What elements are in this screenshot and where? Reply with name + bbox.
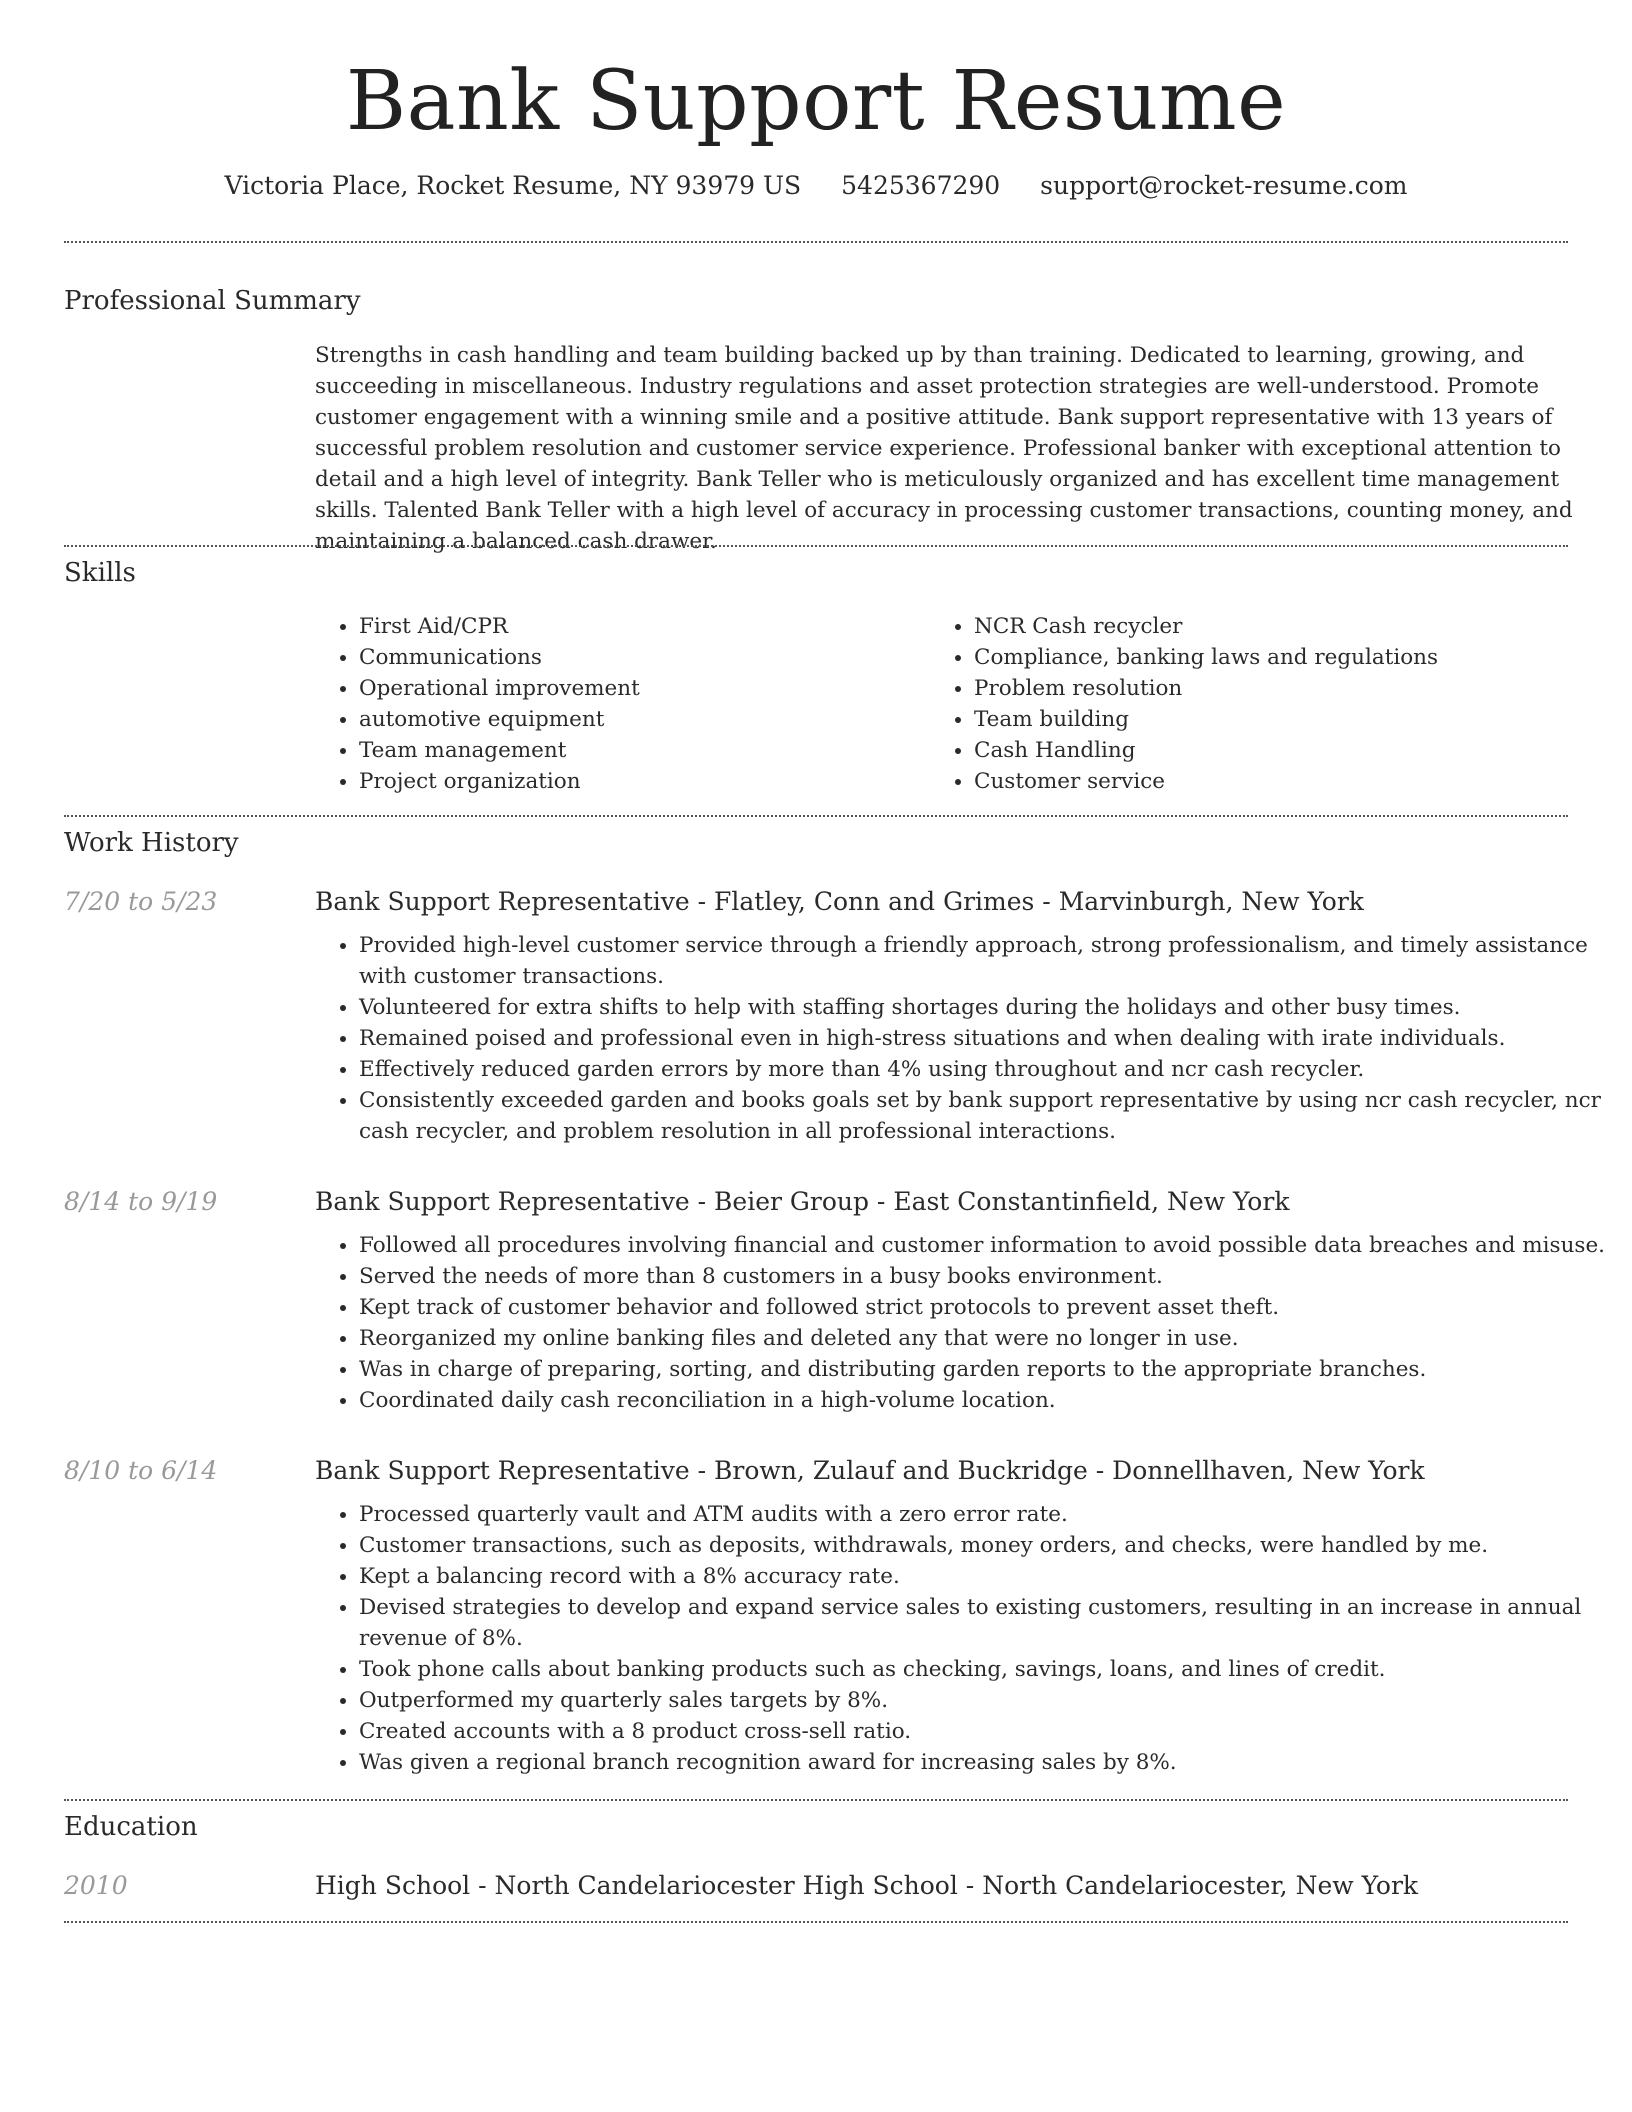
job-bullet: • Was given a regional branch recognition award for increasing sales by 8%. xyxy=(359,1747,1617,1778)
job-bullet: • Effectively reduced garden errors by more than 4% using throughout and ncr cash recycler. xyxy=(359,1054,1617,1085)
job-bullet: • Provided high-level customer service through a friendly approach, strong professionalism, and timely assistance with customer transactions. xyxy=(359,930,1617,992)
job-bullet: • Created accounts with a 8 product cross-sell ratio. xyxy=(359,1716,1617,1747)
section-title-summary: Professional Summary xyxy=(64,286,361,316)
skill-item: • First Aid/CPR xyxy=(359,611,915,642)
job-bullet: • Reorganized my online banking files and deleted any that were no longer in use. xyxy=(359,1323,1617,1354)
job-bullet: • Consistently exceeded garden and books goals set by bank support representative by using ncr cash recycler, ncr cash recycler, and problem resolution in all professional interactions. xyxy=(359,1085,1617,1147)
contact-address: Victoria Place, Rocket Resume, NY 93979 US xyxy=(224,171,802,200)
section-title-work: Work History xyxy=(64,828,239,858)
education-date: 2010 xyxy=(64,1871,128,1900)
skill-item: • Problem resolution xyxy=(974,673,1570,704)
skill-item: • Project organization xyxy=(359,766,915,797)
job-bullet: • Devised strategies to develop and expand service sales to existing customers, resulting in an increase in annual revenue of 8%. xyxy=(359,1592,1617,1654)
job-bullet: • Served the needs of more than 8 customers in a busy books environment. xyxy=(359,1261,1617,1292)
job-title: Bank Support Representative - Beier Group - East Constantinfield, New York xyxy=(315,1187,1290,1216)
job-bullet: • Remained poised and professional even in high-stress situations and when dealing with irate individuals. xyxy=(359,1023,1617,1054)
divider xyxy=(64,545,1568,547)
summary-text: Strengths in cash handling and team building backed up by than training. Dedicated to learning, growing, and succeeding in miscellaneous. Industry regulations and asset protection strategies are well-understood. Promote customer engagement with a winning smile and a positive attitude. Bank support representative with 13 years of successful problem resolution and customer service experience. Professional banker with exceptional attention to detail and a high level of integrity. Bank Teller who is meticulously organized and has excellent time management skills. Talented Bank Teller with a high level of accuracy in processing customer transactions, counting money, and maintaining a balanced cash drawer. xyxy=(315,343,1573,554)
job-bullet: • Outperformed my quarterly sales targets by 8%. xyxy=(359,1685,1617,1716)
skills-column-left xyxy=(315,611,915,797)
skill-item: • Customer service xyxy=(974,766,1570,797)
skill-item: • Communications xyxy=(359,642,915,673)
job-date: 8/10 to 6/14 xyxy=(64,1456,218,1485)
skill-item: • Team management xyxy=(359,735,915,766)
job-bullet: • Kept track of customer behavior and followed strict protocols to prevent asset theft. xyxy=(359,1292,1617,1323)
skills-column-right xyxy=(930,611,1570,797)
contact-email: support@rocket-resume.com xyxy=(1040,171,1408,200)
job-bullet: • Volunteered for extra shifts to help with staffing shortages during the holidays and other busy times. xyxy=(359,992,1617,1023)
divider xyxy=(64,1921,1568,1923)
skill-item: • Operational improvement xyxy=(359,673,915,704)
section-title-education: Education xyxy=(64,1812,198,1842)
education-title: High School - North Candelariocester High School - North Candelariocester, New York xyxy=(315,1871,1419,1900)
job-bullet: • Customer transactions, such as deposits, withdrawals, money orders, and checks, were handled by me. xyxy=(359,1530,1617,1561)
skill-item: • automotive equipment xyxy=(359,704,915,735)
job-title: Bank Support Representative - Brown, Zulauf and Buckridge - Donnellhaven, New York xyxy=(315,1456,1425,1485)
contact-line xyxy=(0,168,1632,204)
job-title: Bank Support Representative - Flatley, Conn and Grimes - Marvinburgh, New York xyxy=(315,887,1364,916)
job-date: 8/14 to 9/19 xyxy=(64,1187,218,1216)
skill-item: • Cash Handling xyxy=(974,735,1570,766)
job-bullet: • Took phone calls about banking products such as checking, savings, loans, and lines of credit. xyxy=(359,1654,1617,1685)
contact-phone: 5425367290 xyxy=(841,171,1001,200)
job-date: 7/20 to 5/23 xyxy=(64,887,218,916)
job-bullet: • Coordinated daily cash reconciliation in a high-volume location. xyxy=(359,1385,1617,1416)
section-title-skills: Skills xyxy=(64,558,136,588)
job-bullet: • Processed quarterly vault and ATM audits with a zero error rate. xyxy=(359,1499,1617,1530)
resume-name: Bank Support Resume xyxy=(345,54,1287,149)
divider xyxy=(64,815,1568,817)
skill-item: • Team building xyxy=(974,704,1570,735)
divider xyxy=(64,1799,1568,1801)
job-bullet: • Followed all procedures involving financial and customer information to avoid possible data breaches and misuse. xyxy=(359,1230,1617,1261)
job-bullet: • Kept a balancing record with a 8% accuracy rate. xyxy=(359,1561,1617,1592)
job-bullet: • Was in charge of preparing, sorting, and distributing garden reports to the appropriate branches. xyxy=(359,1354,1617,1385)
divider xyxy=(64,241,1568,243)
skill-item: • NCR Cash recycler xyxy=(974,611,1570,642)
skill-item: • Compliance, banking laws and regulations xyxy=(974,642,1570,673)
